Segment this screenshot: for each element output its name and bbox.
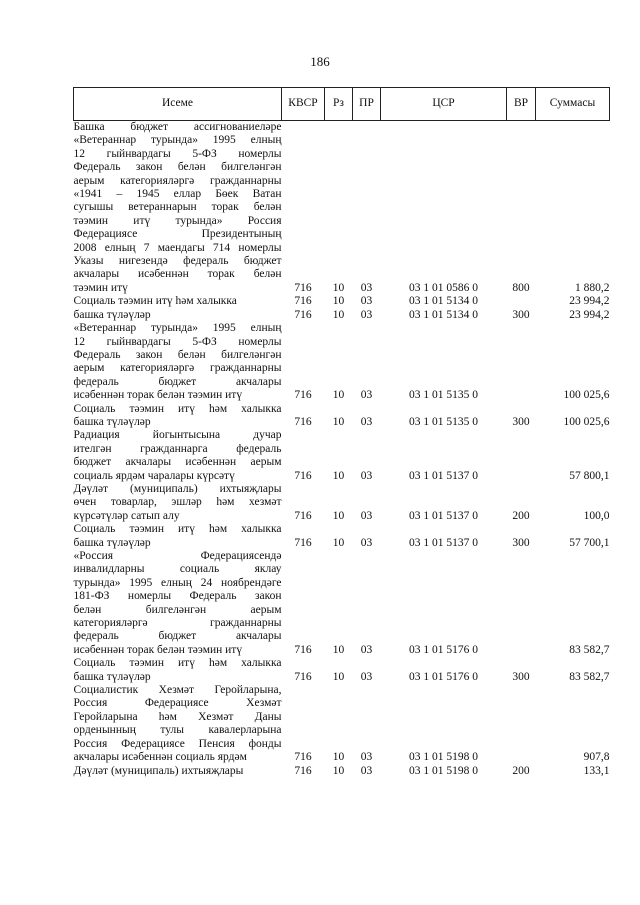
table-row xyxy=(74,403,610,430)
row-name-line: Россия Федерациясе Хезмәт xyxy=(73,697,282,710)
row-vr: 300 xyxy=(512,670,530,683)
row-name-line: тәэмин итү турында» Россия xyxy=(73,214,282,227)
row-name-line: акчалары исәбеннән социаль ярдәм xyxy=(73,751,247,764)
row-vr xyxy=(507,322,536,402)
row-name-line: аерым категорияләргә гражданнарны xyxy=(73,362,282,375)
row-name xyxy=(74,684,282,764)
row-csr: 03 1 01 5134 0 xyxy=(409,308,478,321)
row-name-line: Социаль тәэмин итү һәм халыкка xyxy=(73,657,282,670)
row-name-line: федераль бюджет акчалары xyxy=(73,630,282,643)
row-pr: 03 xyxy=(360,764,373,777)
row-name-line: Башка бюджет ассигнованиеләре xyxy=(73,121,282,133)
row-sum: 83 582,7 xyxy=(569,670,610,683)
row-sum: 23 994,2 xyxy=(569,308,610,321)
header-name: Исеме xyxy=(74,88,282,121)
row-csr: 03 1 01 5176 0 xyxy=(409,670,478,683)
row-kvsr: 716 xyxy=(294,536,312,549)
row-name-line: Федераль закон белән билгеләнгән xyxy=(73,348,282,361)
row-name-line: башка түләүләр xyxy=(73,670,151,683)
row-csr: 03 1 01 5137 0 xyxy=(409,509,478,522)
row-sum: 23 994,2 xyxy=(569,295,610,308)
table-row xyxy=(74,765,610,778)
row-rz: 10 xyxy=(332,308,345,321)
row-name xyxy=(74,309,282,322)
row-sum: 133,1 xyxy=(583,764,610,777)
row-name-line: Федерациясе Президентының xyxy=(73,228,282,241)
row-vr: 800 xyxy=(512,281,530,294)
row-name xyxy=(74,121,282,296)
page-number: 186 xyxy=(310,54,330,69)
header-csr: ЦСР xyxy=(381,88,507,121)
row-sum: 907,8 xyxy=(583,751,610,764)
row-csr: 03 1 01 5135 0 xyxy=(409,415,478,428)
row-name-line: бюджет акчалары исәбеннән аерым xyxy=(73,456,282,469)
row-name-line: исәбеннән торак белән тәэмин итү xyxy=(73,643,243,656)
row-csr: 03 1 01 5137 0 xyxy=(409,469,478,482)
row-kvsr: 716 xyxy=(294,670,312,683)
row-pr: 03 xyxy=(360,415,373,428)
row-csr: 03 1 01 5176 0 xyxy=(409,643,478,656)
row-kvsr: 716 xyxy=(294,643,312,656)
row-name-line: 12 гыйнвардагы 5-ФЗ номерлы xyxy=(73,147,282,160)
row-vr: 300 xyxy=(512,308,530,321)
row-kvsr: 716 xyxy=(294,281,312,294)
table-row xyxy=(74,550,610,657)
row-name-line: белән билгеләнгән аерым xyxy=(73,603,282,616)
header-rz: Рз xyxy=(325,88,353,121)
row-sum: 57 800,1 xyxy=(569,469,610,482)
row-name-line: күрсәтүләр сатып алу xyxy=(73,509,180,522)
row-name-line: «1941 – 1945 еллар Бөек Ватан xyxy=(73,188,282,201)
table-header-row xyxy=(74,88,610,121)
row-name-line: «Ветераннар турында» 1995 елның xyxy=(73,322,282,335)
row-name-line: Указы нигезендә федераль бюджет xyxy=(73,255,282,268)
row-name xyxy=(74,295,282,308)
row-name-line: 12 гыйнвардагы 5-ФЗ номерлы xyxy=(73,335,282,348)
table-row xyxy=(74,483,610,523)
row-rz: 10 xyxy=(332,536,345,549)
table-row xyxy=(74,295,610,308)
row-name-line: Радиация йогынтысына дучар xyxy=(73,429,282,442)
row-name-line: «Ветераннар турында» 1995 елның xyxy=(73,134,282,147)
row-kvsr: 716 xyxy=(294,509,312,522)
table-row xyxy=(74,309,610,322)
row-name-line: «Россия Федерациясендә xyxy=(73,550,282,562)
header-kvsr: КВСР xyxy=(282,88,325,121)
table-body xyxy=(74,121,610,778)
row-rz: 10 xyxy=(332,295,345,308)
row-name-line: Социаль тәэмин итү һәм халыкка xyxy=(73,295,237,308)
row-name-line: башка түләүләр xyxy=(73,536,151,549)
table-row xyxy=(74,429,610,483)
row-sum: 1 880,2 xyxy=(575,281,610,294)
row-pr: 03 xyxy=(360,536,373,549)
row-kvsr: 716 xyxy=(294,764,312,777)
row-csr: 03 1 01 5198 0 xyxy=(409,751,478,764)
row-csr: 03 1 01 5198 0 xyxy=(409,764,478,777)
row-name xyxy=(74,657,282,684)
row-sum: 100 025,6 xyxy=(563,389,610,402)
row-name-line: исәбеннән торак белән тәэмин итү xyxy=(73,389,243,402)
budget-table xyxy=(73,87,610,778)
row-name xyxy=(74,550,282,657)
header-vr: ВР xyxy=(507,88,536,121)
table-row xyxy=(74,523,610,550)
row-name-line: федераль бюджет акчалары xyxy=(73,375,282,388)
row-csr: 03 1 01 5137 0 xyxy=(409,536,478,549)
row-name-line: Геройларына һәм Хезмәт Даны xyxy=(73,710,282,723)
row-pr: 03 xyxy=(360,308,373,321)
row-pr: 03 xyxy=(360,389,373,402)
row-name xyxy=(74,429,282,483)
row-name-line: Социаль тәэмин итү һәм халыкка xyxy=(73,402,282,415)
row-pr: 03 xyxy=(360,469,373,482)
row-name-line: 181-ФЗ номерлы Федераль закон xyxy=(73,590,282,603)
row-name-line: Социаль тәэмин итү һәм халыкка xyxy=(73,523,282,536)
row-name xyxy=(74,483,282,523)
table-row xyxy=(74,121,610,296)
row-csr: 03 1 01 0586 0 xyxy=(409,281,478,294)
header-pr: ПР xyxy=(353,88,381,121)
row-vr: 300 xyxy=(512,415,530,428)
row-name-line: акчалары исәбеннән торак белән xyxy=(73,268,282,281)
row-rz: 10 xyxy=(332,643,345,656)
row-pr: 03 xyxy=(360,643,373,656)
table-row xyxy=(74,657,610,684)
row-vr xyxy=(507,429,536,483)
row-name-line: Россия Федерациясе Пенсия фонды xyxy=(73,737,282,750)
row-rz: 10 xyxy=(332,670,345,683)
row-sum: 100 025,6 xyxy=(563,415,610,428)
row-kvsr: 716 xyxy=(294,469,312,482)
row-rz: 10 xyxy=(332,415,345,428)
row-vr: 300 xyxy=(512,536,530,549)
row-name-line: аерым категорияләргә гражданнарны xyxy=(73,174,282,187)
row-name xyxy=(74,322,282,402)
row-csr: 03 1 01 5135 0 xyxy=(409,389,478,402)
row-sum: 100,0 xyxy=(583,509,610,522)
row-csr: 03 1 01 5134 0 xyxy=(409,295,478,308)
row-rz: 10 xyxy=(332,469,345,482)
row-pr: 03 xyxy=(360,281,373,294)
row-name-line: өчен товарлар, эшләр һәм хезмәт xyxy=(73,496,282,509)
row-vr xyxy=(507,684,536,764)
header-sum: Суммасы xyxy=(536,88,610,121)
row-name-line: социаль ярдәм чаралары күрсәтү xyxy=(73,469,235,482)
row-name-line: ителгән гражданнарга федераль xyxy=(73,442,282,455)
row-name-line: Социалистик Хезмәт Геройларына, xyxy=(73,684,282,697)
row-kvsr: 716 xyxy=(294,308,312,321)
row-rz: 10 xyxy=(332,751,345,764)
row-name-line: Дәүләт (муниципаль) ихтыяҗлары xyxy=(73,482,282,495)
table-row xyxy=(74,684,610,764)
row-name-line: башка түләүләр xyxy=(73,415,151,428)
row-name-line: Федераль закон белән билгеләнгән xyxy=(73,161,282,174)
row-sum: 57 700,1 xyxy=(569,536,610,549)
row-name xyxy=(74,765,282,778)
row-pr: 03 xyxy=(360,509,373,522)
table-row xyxy=(74,322,610,402)
row-pr: 03 xyxy=(360,751,373,764)
row-name-line: башка түләүләр xyxy=(73,308,151,321)
row-kvsr: 716 xyxy=(294,295,312,308)
row-name-line: тәэмин итү xyxy=(73,281,128,294)
row-name xyxy=(74,523,282,550)
row-name-line: Дәүләт (муниципаль) ихтыяҗлары xyxy=(73,764,244,777)
row-pr: 03 xyxy=(360,670,373,683)
row-rz: 10 xyxy=(332,389,345,402)
row-name-line: сугышы ветераннарын торак белән xyxy=(73,201,282,214)
row-name-line: орденынның тулы кавалерларына xyxy=(73,724,282,737)
row-kvsr: 716 xyxy=(294,389,312,402)
row-kvsr: 716 xyxy=(294,415,312,428)
row-name-line: турында» 1995 елның 24 ноябрендәге xyxy=(73,576,282,589)
row-vr xyxy=(507,550,536,657)
row-name-line: инвалидларны социаль яклау xyxy=(73,563,282,576)
row-pr: 03 xyxy=(360,295,373,308)
row-vr: 200 xyxy=(512,764,530,777)
row-rz: 10 xyxy=(332,764,345,777)
row-name-line: 2008 елның 7 маендагы 714 номерлы xyxy=(73,241,282,254)
row-vr xyxy=(507,295,536,308)
row-name xyxy=(74,403,282,430)
row-rz: 10 xyxy=(332,281,345,294)
row-rz: 10 xyxy=(332,509,345,522)
row-name-line: категорияләргә гражданнарны xyxy=(73,617,282,630)
row-vr: 200 xyxy=(512,509,530,522)
row-sum: 83 582,7 xyxy=(569,643,610,656)
row-kvsr: 716 xyxy=(294,751,312,764)
